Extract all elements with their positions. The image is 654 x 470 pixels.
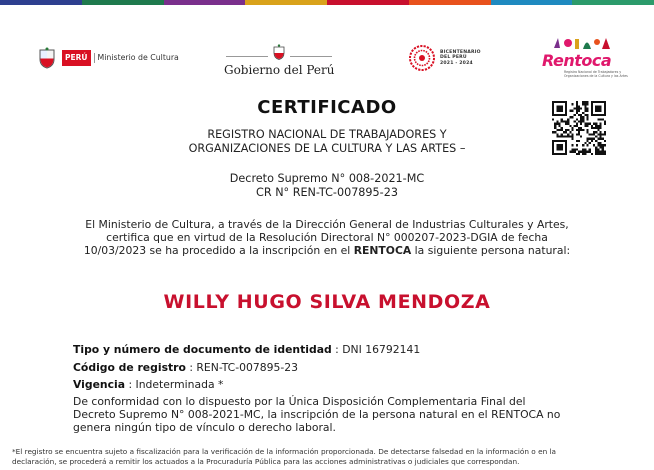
terms-line: Decreto Supremo N° 008-2021-MC, la inscripción de la persona natural en el RENTOCA no <box>73 408 561 421</box>
government-name: Gobierno del Perú <box>224 63 335 77</box>
bicentenario-line: BICENTENARIO <box>440 49 481 55</box>
coat-of-arms-icon <box>37 47 57 69</box>
registration-code-field <box>73 361 298 374</box>
field-value: : REN-TC-007895-23 <box>189 361 298 374</box>
intro-line: certifica que en virtud de la Resolución Directoral N° 000207-2023-DGIA de fecha <box>106 231 548 244</box>
header-color-stripe <box>0 0 654 5</box>
field-label: Vigencia <box>73 378 125 391</box>
bicentenario-emblem-icon <box>408 44 436 72</box>
registry-name-line: ORGANIZACIONES DE LA CULTURA Y LAS ARTES – <box>188 142 466 155</box>
stripe-segment <box>164 0 246 5</box>
id-document-field <box>73 343 420 356</box>
ministry-name: Ministerio de Cultura <box>94 53 179 63</box>
intro-line <box>0 244 654 257</box>
terms-line: De conformidad con lo dispuesto por la Única Disposición Complementaria Final del <box>73 395 526 408</box>
stripe-segment <box>327 0 409 5</box>
ministerio-cultura-logo <box>37 47 179 69</box>
rentoca-acronym: RENTOCA <box>353 244 412 257</box>
stripe-segment <box>409 0 491 5</box>
stripe-segment <box>82 0 164 5</box>
coat-of-arms-icon <box>272 44 286 60</box>
bicentenario-logo <box>408 44 481 72</box>
rentoca-wordmark: Rentoca <box>542 51 612 70</box>
divider <box>226 56 268 57</box>
certificate-title: CERTIFICADO <box>257 97 397 118</box>
validity-field <box>73 378 223 391</box>
intro-text: la siguiente persona natural: <box>411 244 571 257</box>
stripe-segment <box>491 0 573 5</box>
footer-disclaimer: *El registro se encuentra sujeto a fiscalización para la verificación de la información proporcionada. De detectarse falsedad en la información o en la <box>12 447 557 456</box>
divider <box>290 56 332 57</box>
rentoca-subtitle: Registro Nacional de Trabajadores y Organizaciones de la Cultura y las Artes <box>564 70 628 78</box>
intro-line: El Ministerio de Cultura, a través de la Dirección General de Industrias Culturales y Artes, <box>85 218 569 231</box>
bicentenario-line: 2021 - 2024 <box>440 60 473 66</box>
stripe-segment <box>245 0 327 5</box>
cr-number: CR N° REN-TC-007895-23 <box>256 186 398 199</box>
person-name: WILLY HUGO SILVA MENDOZA <box>163 291 491 313</box>
field-value: : DNI 16792141 <box>335 343 421 356</box>
registry-name-line: REGISTRO NACIONAL DE TRABAJADORES Y <box>207 128 447 141</box>
field-value: : Indeterminada * <box>128 378 224 391</box>
rentoca-logo <box>536 34 628 79</box>
stripe-segment <box>572 0 654 5</box>
intro-text: 10/03/2023 se ha procedido a la inscripción en el <box>83 244 354 257</box>
footer-disclaimer: declaración, se procederá a remitir los actuados a la Procuraduría Pública para las acciones administrativas o judiciales que correspondan. <box>12 457 520 466</box>
terms-line: genera ningún tipo de vínculo o derecho laboral. <box>73 421 336 434</box>
stripe-segment <box>0 0 82 5</box>
field-label: Tipo y número de documento de identidad <box>73 343 332 356</box>
field-label: Código de registro <box>73 361 186 374</box>
decree-reference: Decreto Supremo N° 008-2021-MC <box>229 172 425 185</box>
bicentenario-line: DEL PERÚ <box>440 55 467 61</box>
peru-badge: PERÚ <box>62 50 91 66</box>
